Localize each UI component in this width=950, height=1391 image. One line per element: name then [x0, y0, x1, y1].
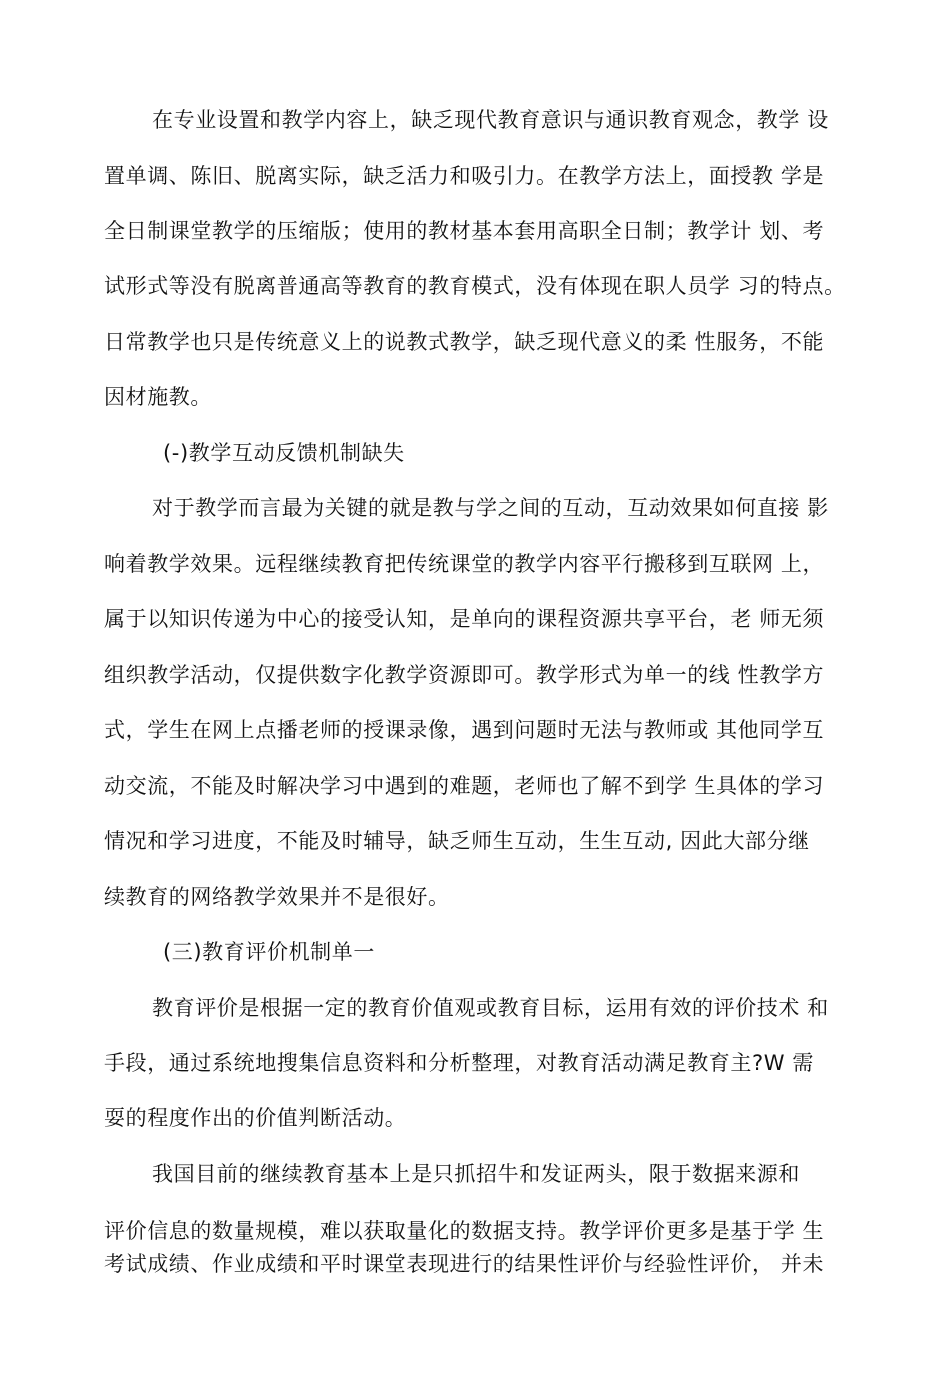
paragraph-line: 试形式等没有脱离普通高等教育的教育模式，没有体现在职人员学 习的特点。 — [104, 274, 846, 298]
paragraph-line: 响着教学效果。远程继续教育把传统课堂的教学内容平行搬移到互联网 上， — [104, 552, 825, 576]
paragraph-line: 耍的程度作出的价值判断活动。 — [104, 1106, 407, 1130]
paragraph-line: 情况和学习进度，不能及时辅导，缺乏师生互动，生生互动, 因此大部分继 — [104, 829, 810, 853]
section-heading: (三)教育评价机制单一 — [163, 940, 375, 964]
paragraph-line: 续教育的网络教学效果并不是很好。 — [104, 885, 450, 909]
paragraph-line: 我国目前的继续教育基本上是只抓招牛和发证两头，限于数据来源和 — [152, 1162, 800, 1186]
paragraph-line: 对于教学而言最为关键的就是教与学之间的互动，互动效果如何直接 影 — [152, 496, 829, 520]
paragraph-line: 教育评价是根据一定的教育价值观或教育目标，运用有效的评价技术 和 — [152, 996, 829, 1020]
paragraph-line: 评价信息的数量规模，难以获取量化的数据支持。教学评价更多是基于学 生 — [104, 1219, 825, 1243]
paragraph-line: 式，学生在网上点播老师的授课录像，遇到问题时无法与教师或 其他同学互 — [104, 718, 825, 742]
paragraph-line: 组织教学活动，仅提供数字化教学资源即可。教学形式为单一的线 性教学方 — [104, 663, 825, 687]
paragraph-line: 全日制课堂教学的压缩版；使用的教材基本套用高职全日制；教学计 划、考 — [104, 219, 825, 243]
paragraph-line: 置单调、陈旧、脱离实际，缺乏活力和吸引力。在教学方法上，面授教 学是 — [104, 164, 825, 188]
paragraph-line: 因材施教。 — [104, 385, 212, 409]
paragraph-line: 手段，通过系统地搜集信息资料和分析整理，对教育活动满足教育主?W 需 — [104, 1051, 814, 1075]
paragraph-line: 日常教学也只是传统意义上的说教式教学，缺乏现代意义的柔 性服务，不能 — [104, 330, 825, 354]
paragraph-line: 考试成绩、作业成绩和平时课堂表现进行的结果性评价与经验性评价， 并未 — [104, 1252, 825, 1276]
paragraph-line: 在专业设置和教学内容上，缺乏现代教育意识与通识教育观念，教学 设 — [152, 108, 829, 132]
section-heading: (-)教学互动反馈机制缺失 — [163, 441, 405, 465]
paragraph-line: 属于以知识传递为中心的接受认知，是单向的课程资源共享平台，老 师无须 — [104, 607, 825, 631]
paragraph-line: 动交流，不能及时解决学习中遇到的难题，老师也了解不到学 生具体的学习 — [104, 774, 825, 798]
